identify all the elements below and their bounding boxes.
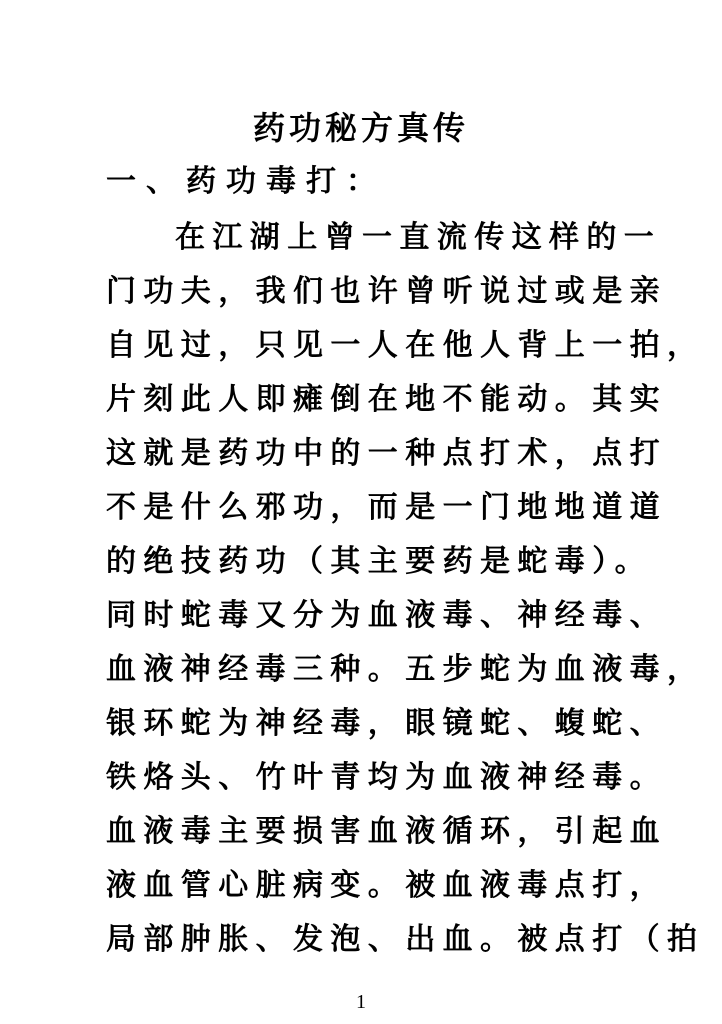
section-heading: 一、药功毒打： xyxy=(106,164,386,199)
text-line: 银环蛇为神经毒，眼镜蛇、蝮蛇、 xyxy=(106,706,667,741)
body-paragraph xyxy=(106,218,705,974)
text-line: 不是什么邪功，而是一门地地道道 xyxy=(106,490,667,525)
text-line: 的绝技药功（其主要药是蛇毒）。 xyxy=(106,544,652,579)
text-line: 这就是药功中的一种点打术，点打 xyxy=(106,436,667,471)
text-line: 局部肿胀、发泡、出血。被点打（拍 xyxy=(106,922,705,957)
document-title: 药功秘方真传 xyxy=(252,109,469,147)
text-line: 同时蛇毒又分为血液毒、神经毒、 xyxy=(106,598,667,633)
text-line: 片刻此人即瘫倒在地不能动。其实 xyxy=(106,382,667,417)
text-line: 铁烙头、竹叶青均为血液神经毒。 xyxy=(106,760,667,795)
text-line: 在江湖上曾一直流传这样的一 xyxy=(175,220,662,255)
page-number: 1 xyxy=(356,991,366,1013)
text-line: 液血管心脏病变。被血液毒点打， xyxy=(106,868,667,903)
text-line: 血液神经毒三种。五步蛇为血液毒， xyxy=(106,652,705,687)
text-line: 门功夫，我们也许曾听说过或是亲 xyxy=(106,274,667,309)
text-line: 自见过，只见一人在他人背上一拍， xyxy=(106,328,705,363)
text-line: 血液毒主要损害血液循环，引起血 xyxy=(106,814,667,849)
